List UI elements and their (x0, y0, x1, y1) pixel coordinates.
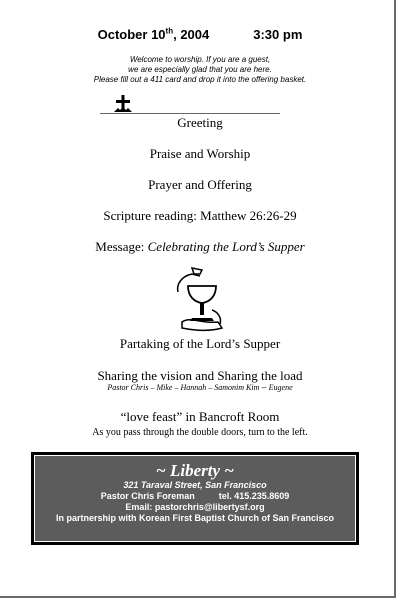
telephone: tel. 415.235.8609 (218, 491, 290, 501)
program-partaking: Partaking of the Lord’s Supper (119, 336, 281, 351)
program-greeting: Greeting (177, 115, 223, 130)
program-love-feast: “love feast” in Bancroft Room (120, 409, 280, 424)
program-message: Message: Celebrating the Lord’s Supper (95, 239, 305, 254)
welcome-message: Welcome to worship. If you are a guest, we are especially glad that you are here. Please fill out a 411 card and drop it into the offering basket. (93, 55, 307, 84)
cross-icon (113, 94, 133, 114)
church-info-inner (34, 455, 356, 542)
love-feast-directions: As you pass through the double doors, turn to the left. (92, 427, 308, 438)
program-sharing: Sharing the vision and Sharing the load (97, 368, 303, 383)
church-address: 321 Taraval Street, San Francisco (123, 480, 267, 490)
service-time: 3:30 pm (253, 27, 303, 43)
sharing-names: Pastor Chris – Mike – Hannah – Samonim Kim -- Eugene (107, 383, 293, 392)
church-name: ~ Liberty ~ (156, 461, 234, 480)
program-praise: Praise and Worship (149, 146, 251, 161)
pastor-contact: Pastor Chris Foreman tel. 415.235.8609 (100, 491, 290, 501)
divider-rule (100, 113, 280, 114)
church-info-box (31, 452, 359, 545)
program-prayer: Prayer and Offering (148, 177, 252, 192)
service-date: October 10th, 2004 (97, 27, 210, 43)
communion-cup-icon (172, 266, 226, 332)
service-date-time (0, 27, 400, 42)
partnership-note: In partnership with Korean First Baptist Church of San Francisco (55, 513, 335, 523)
program-scripture: Scripture reading: Matthew 26:26-29 (103, 208, 297, 223)
email: Email: pastorchris@libertysf.org (125, 502, 265, 512)
